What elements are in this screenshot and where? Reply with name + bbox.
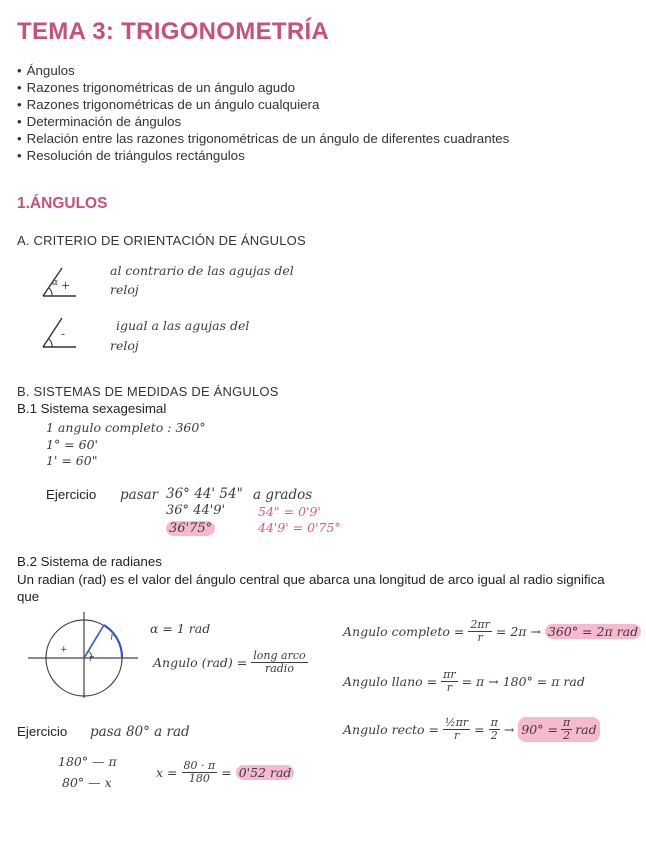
angle-rad-label: Angulo (rad) =: [153, 655, 248, 670]
subsection-b-title: B. SISTEMAS DE MEDIDAS DE ÁNGULOS: [17, 384, 279, 399]
ex2-den: 180: [188, 772, 210, 785]
complete-angle-formula: [343, 619, 641, 644]
ex1-value: 36° 44' 54": [166, 486, 243, 502]
ex2-task: pasa 80° a rad: [90, 724, 190, 740]
negative-angle-icon: [40, 314, 80, 354]
ex1-calc-1: 54" = 0'9': [258, 504, 321, 519]
minus-sign: -: [61, 327, 66, 341]
sexa-line-2: 1° = 60': [46, 437, 98, 452]
page-title: TEMA 3: TRIGONOMETRÍA: [17, 18, 330, 45]
radian-definition: Un radian (rad) es el valor del ángulo central que abarca una longitud de arco igual al radio significa que: [17, 572, 605, 604]
b1-title: B.1 Sistema sexagesimal: [17, 401, 167, 416]
llano-den: r: [446, 681, 452, 694]
ex2-num: 80 · π: [183, 759, 216, 772]
completo-num: 2πr: [470, 618, 490, 631]
completo-label: Angulo completo =: [343, 624, 465, 639]
ex1-task: pasar: [120, 487, 159, 503]
ex2-solution: x = $\frac{80 \cdot \pi}{180}$ = 0'52 rad: [156, 760, 294, 785]
recto-label: Angulo recto =: [343, 722, 439, 737]
diagram-plus: +: [60, 645, 68, 655]
list-item: • Ángulos: [17, 62, 509, 79]
diagram-r-label: r: [89, 654, 94, 664]
recto-result: [518, 717, 599, 742]
ex2-result: 0'52 rad: [236, 765, 295, 780]
ex2-row-2: 80° — x: [62, 775, 112, 790]
radian-circle-diagram: [28, 612, 138, 698]
llano-result: 180° = π rad: [502, 674, 585, 689]
subsection-a-title: A. CRITERIO DE ORIENTACIÓN DE ÁNGULOS: [17, 233, 306, 248]
exercise-2-label: Ejercicio: [17, 724, 68, 739]
recto-result-right: rad: [575, 722, 597, 737]
recto-result-num: π: [562, 716, 571, 729]
ex1-calc-2: 44'9' = 0'75°: [258, 520, 341, 535]
plus-sign: +: [61, 279, 71, 292]
list-item: • Resolución de triángulos rectángulos: [17, 147, 509, 164]
recto-den: r: [453, 729, 460, 742]
diagram-r-arc-label: r: [110, 632, 115, 643]
ex1-to: a grados: [253, 487, 313, 503]
topics-list: [17, 62, 509, 164]
angle-rad-formula: [153, 650, 308, 675]
positive-angle-icon: [40, 262, 80, 302]
sexa-line-1: 1 angulo completo : 360°: [46, 420, 206, 435]
completo-den: r: [477, 631, 483, 644]
angle-alpha-label: α: [52, 278, 59, 288]
list-item: • Razones trigonométricas de un ángulo cualquiera: [17, 96, 509, 113]
list-item: • Determinación de ángulos: [17, 113, 509, 130]
recto-result-den: 2: [563, 729, 571, 742]
recto-mid-den: 2: [490, 729, 498, 742]
exercise-label: Ejercicio: [46, 487, 97, 502]
llano-mid: = π →: [461, 674, 499, 689]
alpha-equals-rad: α = 1 rad: [150, 621, 211, 636]
right-angle-formula: Angulo recto = $\frac{\text{½πr}}{r}$ = $\frac{\pi}{2}$ → 90° = $\frac{\pi}{2}$ rad: [343, 717, 600, 742]
ex2-row-1: 180° — π: [58, 754, 117, 769]
straight-angle-formula: [343, 669, 585, 694]
recto-mid-num: π: [490, 716, 498, 729]
recto-num: ½πr: [445, 716, 469, 729]
llano-num: πr: [443, 668, 456, 681]
section-title: 1.ÁNGULOS: [17, 195, 108, 212]
ex1-result: 36'75°: [166, 521, 215, 536]
clockwise-note: igual a las agujas del: [116, 318, 250, 333]
b2-title: B.2 Sistema de radianes: [17, 554, 162, 569]
clockwise-note-2: reloj: [110, 338, 139, 353]
sexa-line-3: 1' = 60": [46, 453, 98, 468]
counterclockwise-note: al contrario de las agujas del: [110, 263, 294, 278]
ex1-step: 36° 44'9': [166, 503, 226, 518]
counterclockwise-note-2: reloj: [110, 282, 139, 297]
llano-label: Angulo llano =: [343, 674, 438, 689]
frac-numerator: long arco: [253, 649, 306, 662]
recto-result-left: 90° =: [521, 722, 558, 737]
list-item: • Razones trigonométricas de un ángulo agudo: [17, 79, 509, 96]
completo-result: 360° = 2π rad: [545, 624, 641, 639]
list-item: • Relación entre las razones trigonométricas de un ángulo de diferentes cuadrantes: [17, 130, 509, 147]
ex2-x: x =: [156, 765, 178, 780]
completo-mid: = 2π →: [495, 624, 541, 639]
frac-denominator: radio: [264, 662, 294, 675]
